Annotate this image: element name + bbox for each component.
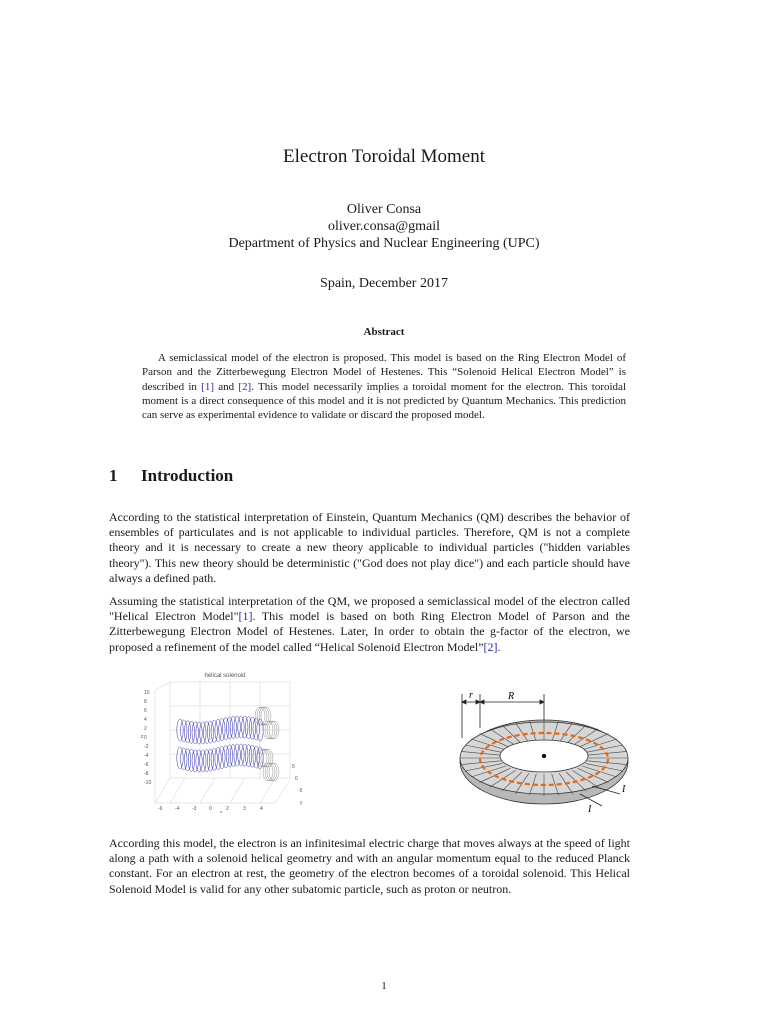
coil-loop bbox=[203, 722, 209, 744]
ref-link-2[interactable]: [2] bbox=[238, 380, 252, 393]
z-tick-label: -4 bbox=[144, 753, 149, 759]
coil-loop bbox=[211, 720, 217, 742]
helical-solenoid-curve bbox=[177, 707, 279, 781]
z-axis-label: z bbox=[141, 734, 144, 740]
y-axis-label: y bbox=[300, 800, 303, 806]
section-heading bbox=[109, 466, 233, 486]
abstract-part3: . This model necessarily implies a toroidal moment for the electron. This toroidal moment is a direct consequence of this model and it is not predicted by Quantum Mechanics. This prediction can serve as experimental evidence to validate or discard the proposed model. bbox=[142, 380, 626, 422]
section-number: 1 bbox=[109, 466, 118, 485]
x-tick-label: -4 bbox=[175, 806, 180, 812]
author-name: Oliver Consa bbox=[346, 202, 422, 217]
paper-title: Electron Toroidal Moment bbox=[283, 146, 485, 167]
section-title: Introduction bbox=[141, 466, 234, 485]
z-tick-label: 6 bbox=[144, 708, 147, 714]
coil-loop bbox=[203, 750, 209, 772]
label-r: r bbox=[469, 690, 473, 701]
coil-loop bbox=[200, 722, 206, 744]
location-date: Spain, December 2017 bbox=[320, 276, 448, 291]
coil-end-loop bbox=[269, 763, 279, 781]
coil-loop bbox=[242, 744, 248, 766]
coil-loop bbox=[188, 721, 194, 743]
abstract-part2: and bbox=[214, 380, 239, 393]
coil-loop bbox=[226, 717, 232, 739]
page-number: 1 bbox=[381, 980, 387, 992]
x-tick-label: 2 bbox=[226, 806, 229, 812]
y-tick-label: -5 bbox=[298, 788, 303, 794]
x-axis-label: x bbox=[220, 810, 223, 813]
coil-loop bbox=[253, 746, 259, 768]
z-tick-label: 2 bbox=[144, 726, 147, 732]
torus-shape bbox=[460, 720, 628, 804]
plot-box bbox=[155, 682, 290, 803]
author-email: oliver.consa@gmail bbox=[327, 219, 441, 234]
abstract-heading: Abstract bbox=[363, 326, 405, 338]
coil-loop bbox=[223, 718, 229, 740]
intro-paragraph-3: According this model, the electron is an infinitesimal electric charge that moves always at the speed of light along a path with a solenoid helical geometry and with an angular momentum equal to the reduced Planck constant. For an electron at rest, the geometry of the electron becomes of a toroidal solenoid. This Helical Solenoid Model is valid for any other subatomic particle, such as proton or neutron. bbox=[109, 836, 630, 896]
coil-loop bbox=[196, 750, 202, 772]
ref-link-1b[interactable]: [1] bbox=[238, 609, 253, 624]
toroidal-solenoid-figure bbox=[452, 688, 632, 813]
z-tick-label: 0 bbox=[144, 735, 147, 741]
coil-loop bbox=[192, 750, 198, 772]
coil-end-loop bbox=[267, 763, 277, 781]
coil-loop bbox=[200, 750, 206, 772]
helical-solenoid-figure bbox=[140, 668, 310, 813]
x-tick-label: 0 bbox=[209, 806, 212, 812]
coil-end-loop bbox=[265, 763, 275, 781]
coil-loop bbox=[207, 749, 213, 771]
z-tick-label: -10 bbox=[144, 780, 152, 786]
coil-loop bbox=[207, 721, 213, 743]
coil-loop bbox=[196, 722, 202, 744]
para2-part3: . bbox=[497, 639, 501, 654]
coil-loop bbox=[245, 717, 251, 739]
coil-loop bbox=[234, 716, 240, 738]
coil-loop bbox=[249, 717, 255, 739]
x-tick-label: 4 bbox=[260, 806, 263, 812]
coil-loop bbox=[188, 749, 194, 771]
coil-loop bbox=[184, 721, 190, 743]
coil-loop bbox=[177, 747, 183, 769]
z-tick-label: -8 bbox=[144, 771, 149, 777]
figure-left-title: helical solenoid bbox=[204, 673, 246, 679]
x-tick-label: -6 bbox=[158, 806, 163, 812]
y-tick-label: 0 bbox=[295, 776, 298, 782]
author-affiliation: Department of Physics and Nuclear Engineering (UPC) bbox=[228, 236, 540, 251]
coil-loop bbox=[226, 745, 232, 767]
coil-end-loop bbox=[263, 763, 273, 781]
coil-loop bbox=[238, 716, 244, 738]
intro-paragraph-2 bbox=[109, 594, 630, 655]
coil-loop bbox=[230, 744, 236, 766]
coil-loop bbox=[245, 745, 251, 767]
z-tick-label: 4 bbox=[144, 717, 147, 723]
coil-loop bbox=[230, 716, 236, 738]
z-tick-label: -6 bbox=[144, 762, 149, 768]
coil-loop bbox=[215, 747, 221, 769]
axis-ticks bbox=[141, 690, 303, 813]
coil-loop bbox=[219, 747, 225, 769]
coil-loop bbox=[219, 719, 225, 741]
x-tick-label: -3 bbox=[192, 806, 197, 812]
y-tick-label: 5 bbox=[292, 764, 295, 770]
z-tick-label: 10 bbox=[144, 690, 150, 696]
coil-loop bbox=[211, 748, 217, 770]
z-tick-label: 8 bbox=[144, 699, 147, 705]
label-R: R bbox=[508, 691, 515, 702]
torus-center-dot bbox=[542, 754, 546, 758]
z-tick-label: -2 bbox=[144, 744, 149, 750]
coil-loop bbox=[242, 716, 248, 738]
coil-loop bbox=[192, 722, 198, 744]
para2-part2: . This model is based on both Ring Electron Model of Parson and the Zitterbewegung Electron Model of Hestenes. Later, In order to obtain the g-factor of the electron, we proposed a refinement of the model called “Helical Solenoid Electron Model” bbox=[109, 609, 631, 654]
abstract-part1: A semiclassical model of the electron is proposed. This model is based on the Ring Electron Model of Parson and the Zitterbewegung Electron Model of Hestenes. This “Solenoid Helical Electron Model” is described in bbox=[142, 352, 626, 393]
coil-loop bbox=[249, 745, 255, 767]
para2-part1: Assuming the statistical interpretation of the QM, we proposed a semiclassical model of the electron called "Helical Electron Model" bbox=[109, 594, 630, 624]
coil-loop bbox=[181, 720, 187, 742]
label-current-1: I bbox=[622, 784, 626, 795]
coil-loop bbox=[223, 746, 229, 768]
abstract-text bbox=[142, 351, 626, 422]
coil-loop bbox=[215, 719, 221, 741]
ref-link-1[interactable]: [1] bbox=[201, 380, 214, 393]
intro-paragraph-1: According to the statistical interpretation of Einstein, Quantum Mechanics (QM) describes the behavior of ensembles of particulates and is not applicable to individual particles. Therefore, QM is not a complete theory and it is necessary to create a new theory applicable to individual particles ("hidden variables theory"). This new theory should be deterministic ("God does not play dice") and each particle should have always a defined path. bbox=[109, 510, 630, 585]
coil-loop bbox=[184, 749, 190, 771]
coil-loop bbox=[238, 744, 244, 766]
coil-loop bbox=[181, 748, 187, 770]
x-tick-label: 3 bbox=[243, 806, 246, 812]
label-current-2: I bbox=[588, 804, 592, 813]
ref-link-2b[interactable]: [2] bbox=[483, 639, 498, 654]
coil-loop bbox=[234, 744, 240, 766]
